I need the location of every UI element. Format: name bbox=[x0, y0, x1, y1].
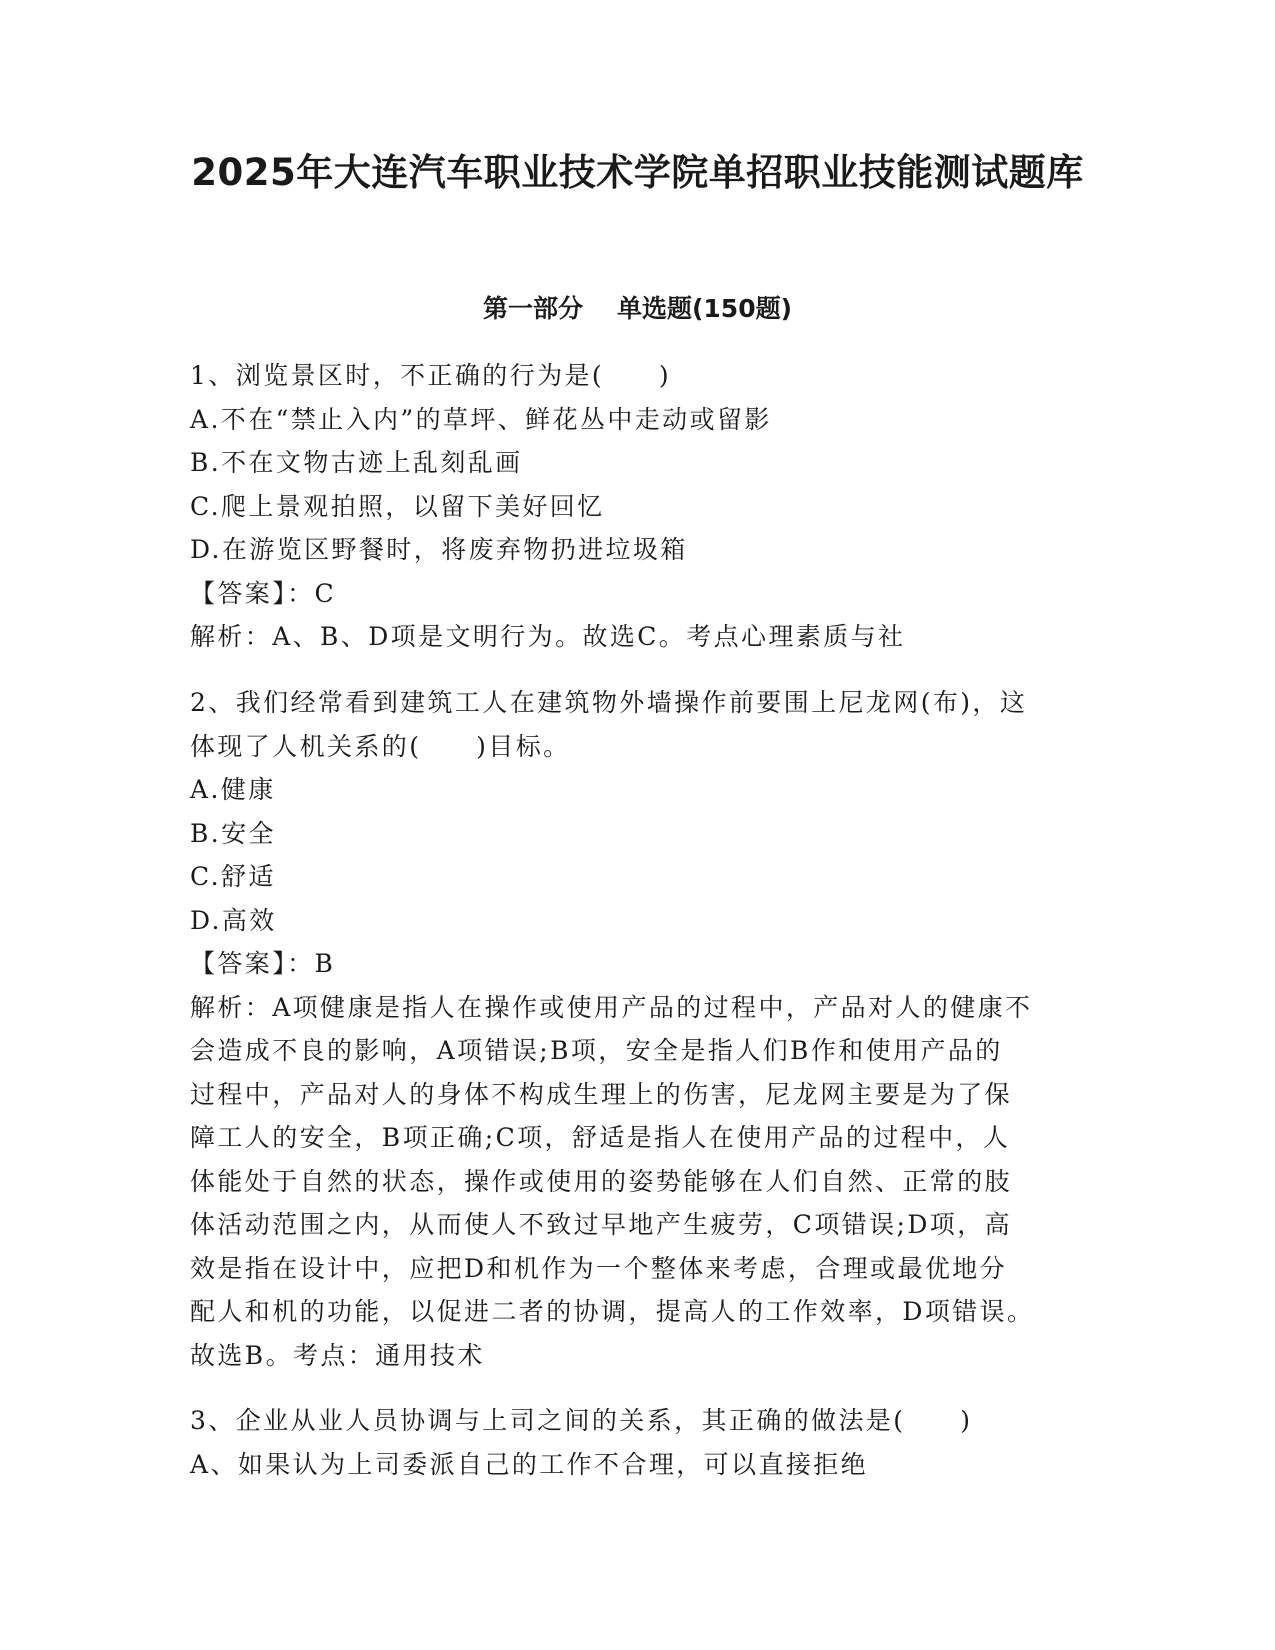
option-b: B.不在文物古迹上乱刻乱画 bbox=[190, 448, 523, 477]
analysis-line: 配人和机的功能，以促进二者的协调，提高人的工作效率，D项错误。 bbox=[190, 1297, 1035, 1326]
question-2 bbox=[190, 681, 1090, 1377]
option-a: A、如果认为上司委派自己的工作不合理，可以直接拒绝 bbox=[190, 1449, 869, 1479]
answer-line: 【答案】：C bbox=[190, 578, 337, 608]
option-a: A.健康 bbox=[190, 775, 276, 804]
option-c: C.爬上景观拍照，以留下美好回忆 bbox=[190, 491, 605, 521]
option-d: D.在游览区野餐时，将废弃物扔进垃圾箱 bbox=[190, 535, 688, 564]
analysis-line: 体活动范围之内，从而使人不致过早地产生疲劳，C项错误;D项，高 bbox=[190, 1210, 1012, 1239]
section-heading bbox=[0, 292, 1275, 326]
question-stem: 1、浏览景区时，不正确的行为是( ) bbox=[190, 361, 672, 390]
option-a: A.不在“禁止入内”的草坪、鲜花丛中走动或留影 bbox=[190, 404, 772, 434]
option-c: C.舒适 bbox=[190, 862, 276, 891]
analysis-line: 障工人的安全，B项正确;C项，舒适是指人在使用产品的过程中，人 bbox=[190, 1123, 1011, 1152]
option-d: D.高效 bbox=[190, 905, 277, 935]
answer-line: 【答案】：B bbox=[190, 949, 336, 978]
analysis-line: 故选B。考点：通用技术 bbox=[190, 1340, 485, 1370]
analysis-line: 效是指在设计中，应把D和机作为一个整体来考虑，合理或最优地分 bbox=[190, 1253, 1008, 1283]
analysis-line: 会造成不良的影响，A项错误;B项，安全是指人们B作和使用产品的 bbox=[190, 1036, 1003, 1065]
question-stem: 2、我们经常看到建筑工人在建筑物外墙操作前要围上尼龙网(布)，这 bbox=[190, 688, 1028, 717]
document-title: 2025年大连汽车职业技术学院单招职业技能测试题库 bbox=[191, 151, 1084, 194]
section-label: 单选题(150题) bbox=[616, 294, 793, 323]
section-part: 第一部分 bbox=[482, 294, 583, 323]
question-1 bbox=[190, 354, 1090, 659]
option-b: B.安全 bbox=[190, 818, 276, 848]
question-3 bbox=[190, 1399, 1090, 1486]
question-stem: 体现了人机关系的( )目标。 bbox=[190, 731, 571, 761]
analysis-line: 解析：A项健康是指人在操作或使用产品的过程中，产品对人的健康不 bbox=[190, 992, 1033, 1022]
question-stem: 3、企业从业人员协调与上司之间的关系，其正确的做法是( ) bbox=[190, 1406, 973, 1435]
analysis-line: 过程中，产品对人的身体不构成生理上的伤害，尼龙网主要是为了保 bbox=[190, 1079, 1013, 1109]
analysis-line: 解析：A、B、D项是文明行为。故选C。考点心理素质与社 bbox=[190, 622, 906, 651]
analysis-line: 体能处于自然的状态，操作或使用的姿势能够在人们自然、正常的肢 bbox=[190, 1166, 1013, 1196]
